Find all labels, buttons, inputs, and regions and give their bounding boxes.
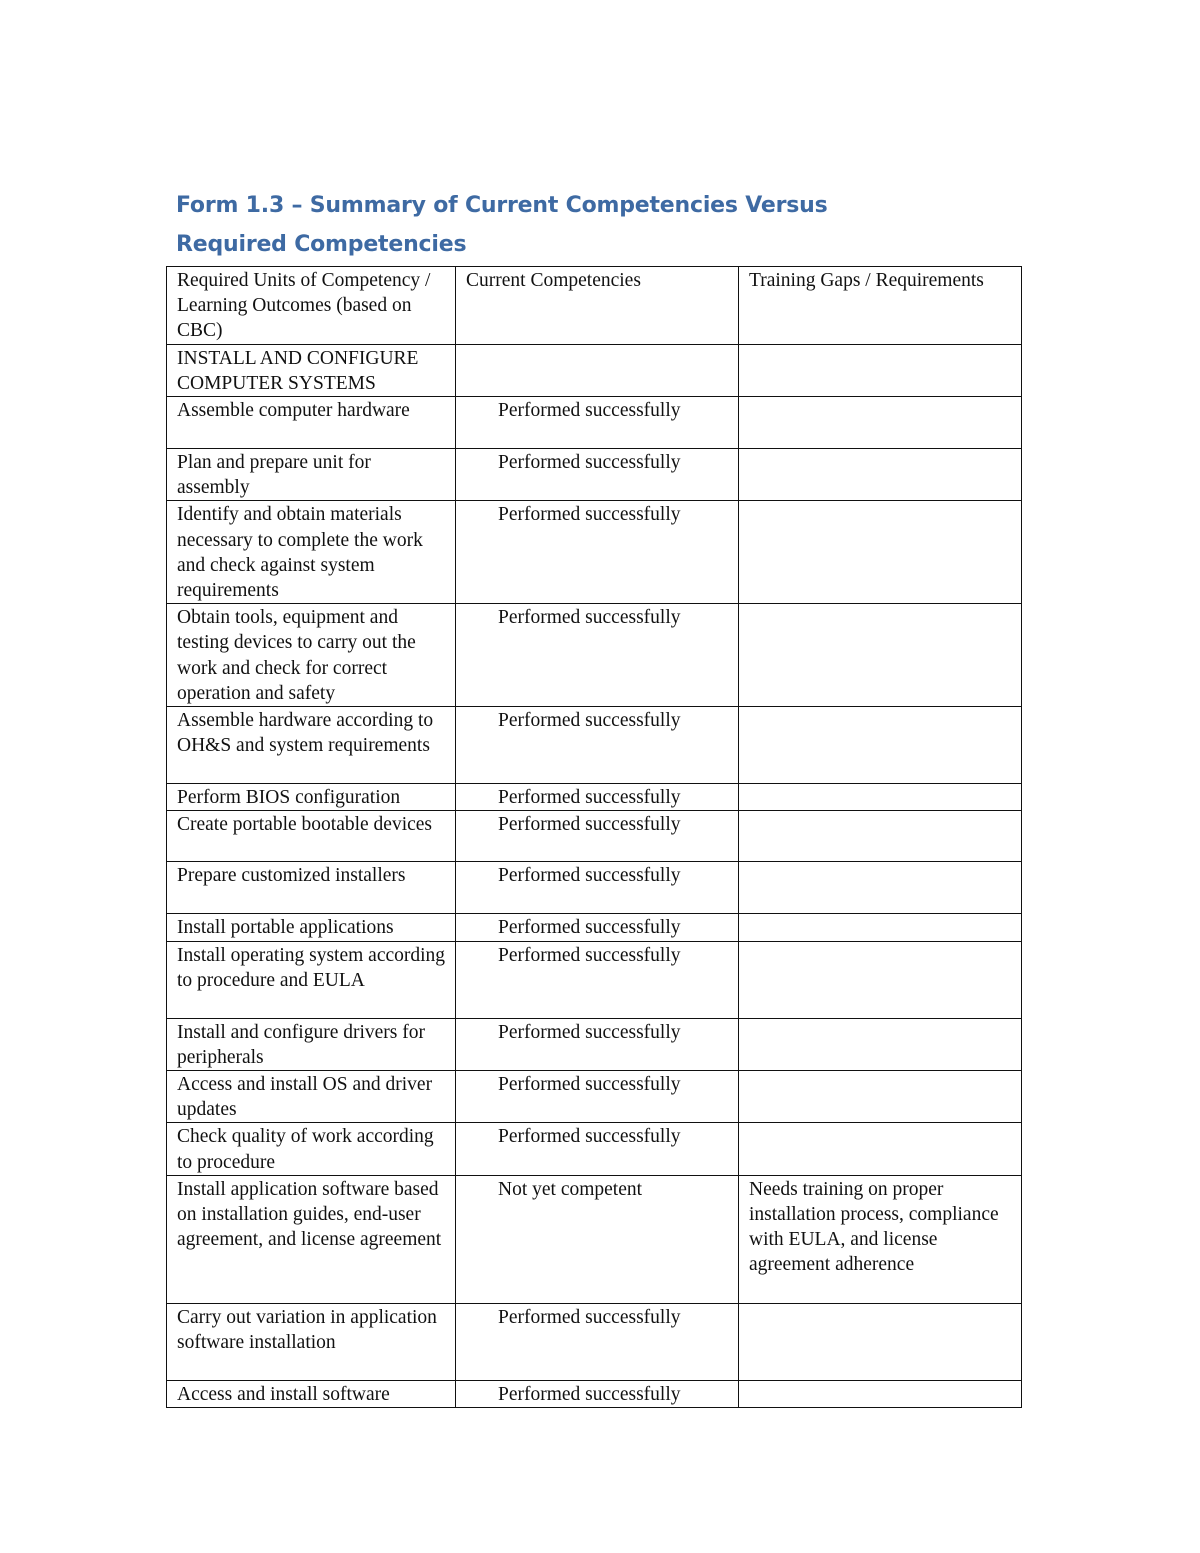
required-cell: Assemble computer hardware	[167, 397, 456, 449]
table-row	[167, 1175, 1022, 1303]
header-training-gaps: Training Gaps / Requirements	[739, 267, 1022, 345]
current-cell: Performed successfully	[456, 811, 739, 862]
required-cell: Assemble hardware according to OH&S and system requirements	[167, 707, 456, 784]
gaps-cell	[739, 914, 1022, 941]
table-row	[167, 811, 1022, 862]
gaps-cell	[739, 941, 1022, 1018]
current-cell: Performed successfully	[456, 1380, 739, 1407]
competency-table	[166, 266, 1022, 1408]
gaps-cell	[739, 1123, 1022, 1175]
required-cell: Install operating system according to procedure and EULA	[167, 941, 456, 1018]
gaps-cell: Needs training on proper installation process, compliance with EULA, and license agreement adherence	[739, 1175, 1022, 1303]
table-header-row	[167, 267, 1022, 345]
gaps-cell	[739, 707, 1022, 784]
current-cell: Performed successfully	[456, 1071, 739, 1123]
table-row	[167, 862, 1022, 914]
table-row	[167, 604, 1022, 707]
table-row	[167, 344, 1022, 396]
table-row	[167, 397, 1022, 449]
required-cell: Prepare customized installers	[167, 862, 456, 914]
gaps-cell	[739, 604, 1022, 707]
gaps-cell	[739, 344, 1022, 396]
form-title: Form 1.3 – Summary of Current Competencies Versus Required Competencies	[176, 193, 828, 257]
header-required-units: Required Units of Competency / Learning Outcomes (based on CBC)	[167, 267, 456, 345]
table-row	[167, 1123, 1022, 1175]
required-cell: INSTALL AND CONFIGURE COMPUTER SYSTEMS	[167, 344, 456, 396]
gaps-cell	[739, 1380, 1022, 1407]
current-cell: Performed successfully	[456, 449, 739, 501]
current-cell: Performed successfully	[456, 707, 739, 784]
required-cell: Install portable applications	[167, 914, 456, 941]
table-row	[167, 1071, 1022, 1123]
current-cell: Performed successfully	[456, 862, 739, 914]
gaps-cell	[739, 862, 1022, 914]
header-current-competencies: Current Competencies	[456, 267, 739, 345]
table-row	[167, 941, 1022, 1018]
required-cell: Carry out variation in application software installation	[167, 1303, 456, 1380]
table-row	[167, 1018, 1022, 1070]
table-row	[167, 707, 1022, 784]
current-cell: Performed successfully	[456, 914, 739, 941]
required-cell: Perform BIOS configuration	[167, 784, 456, 811]
table-row	[167, 784, 1022, 811]
required-cell: Access and install OS and driver updates	[167, 1071, 456, 1123]
required-cell: Obtain tools, equipment and testing devices to carry out the work and check for correct operation and safety	[167, 604, 456, 707]
required-cell: Plan and prepare unit for assembly	[167, 449, 456, 501]
gaps-cell	[739, 1303, 1022, 1380]
required-cell: Install and configure drivers for peripherals	[167, 1018, 456, 1070]
gaps-cell	[739, 784, 1022, 811]
gaps-cell	[739, 449, 1022, 501]
current-cell: Performed successfully	[456, 1123, 739, 1175]
table-row	[167, 914, 1022, 941]
current-cell: Performed successfully	[456, 784, 739, 811]
gaps-cell	[739, 1018, 1022, 1070]
required-cell: Access and install software	[167, 1380, 456, 1407]
current-cell: Performed successfully	[456, 1303, 739, 1380]
required-cell: Create portable bootable devices	[167, 811, 456, 862]
current-cell: Not yet competent	[456, 1175, 739, 1303]
current-cell: Performed successfully	[456, 397, 739, 449]
table-row	[167, 1303, 1022, 1380]
table-row	[167, 449, 1022, 501]
current-cell: Performed successfully	[456, 604, 739, 707]
current-cell: Performed successfully	[456, 941, 739, 1018]
table-row	[167, 1380, 1022, 1407]
current-cell: Performed successfully	[456, 1018, 739, 1070]
current-cell: Performed successfully	[456, 501, 739, 604]
gaps-cell	[739, 501, 1022, 604]
required-cell: Install application software based on installation guides, end-user agreement, and license agreement	[167, 1175, 456, 1303]
required-cell: Check quality of work according to procedure	[167, 1123, 456, 1175]
gaps-cell	[739, 1071, 1022, 1123]
gaps-cell	[739, 811, 1022, 862]
required-cell: Identify and obtain materials necessary to complete the work and check against system requirements	[167, 501, 456, 604]
gaps-cell	[739, 397, 1022, 449]
table-row	[167, 501, 1022, 604]
current-cell	[456, 344, 739, 396]
